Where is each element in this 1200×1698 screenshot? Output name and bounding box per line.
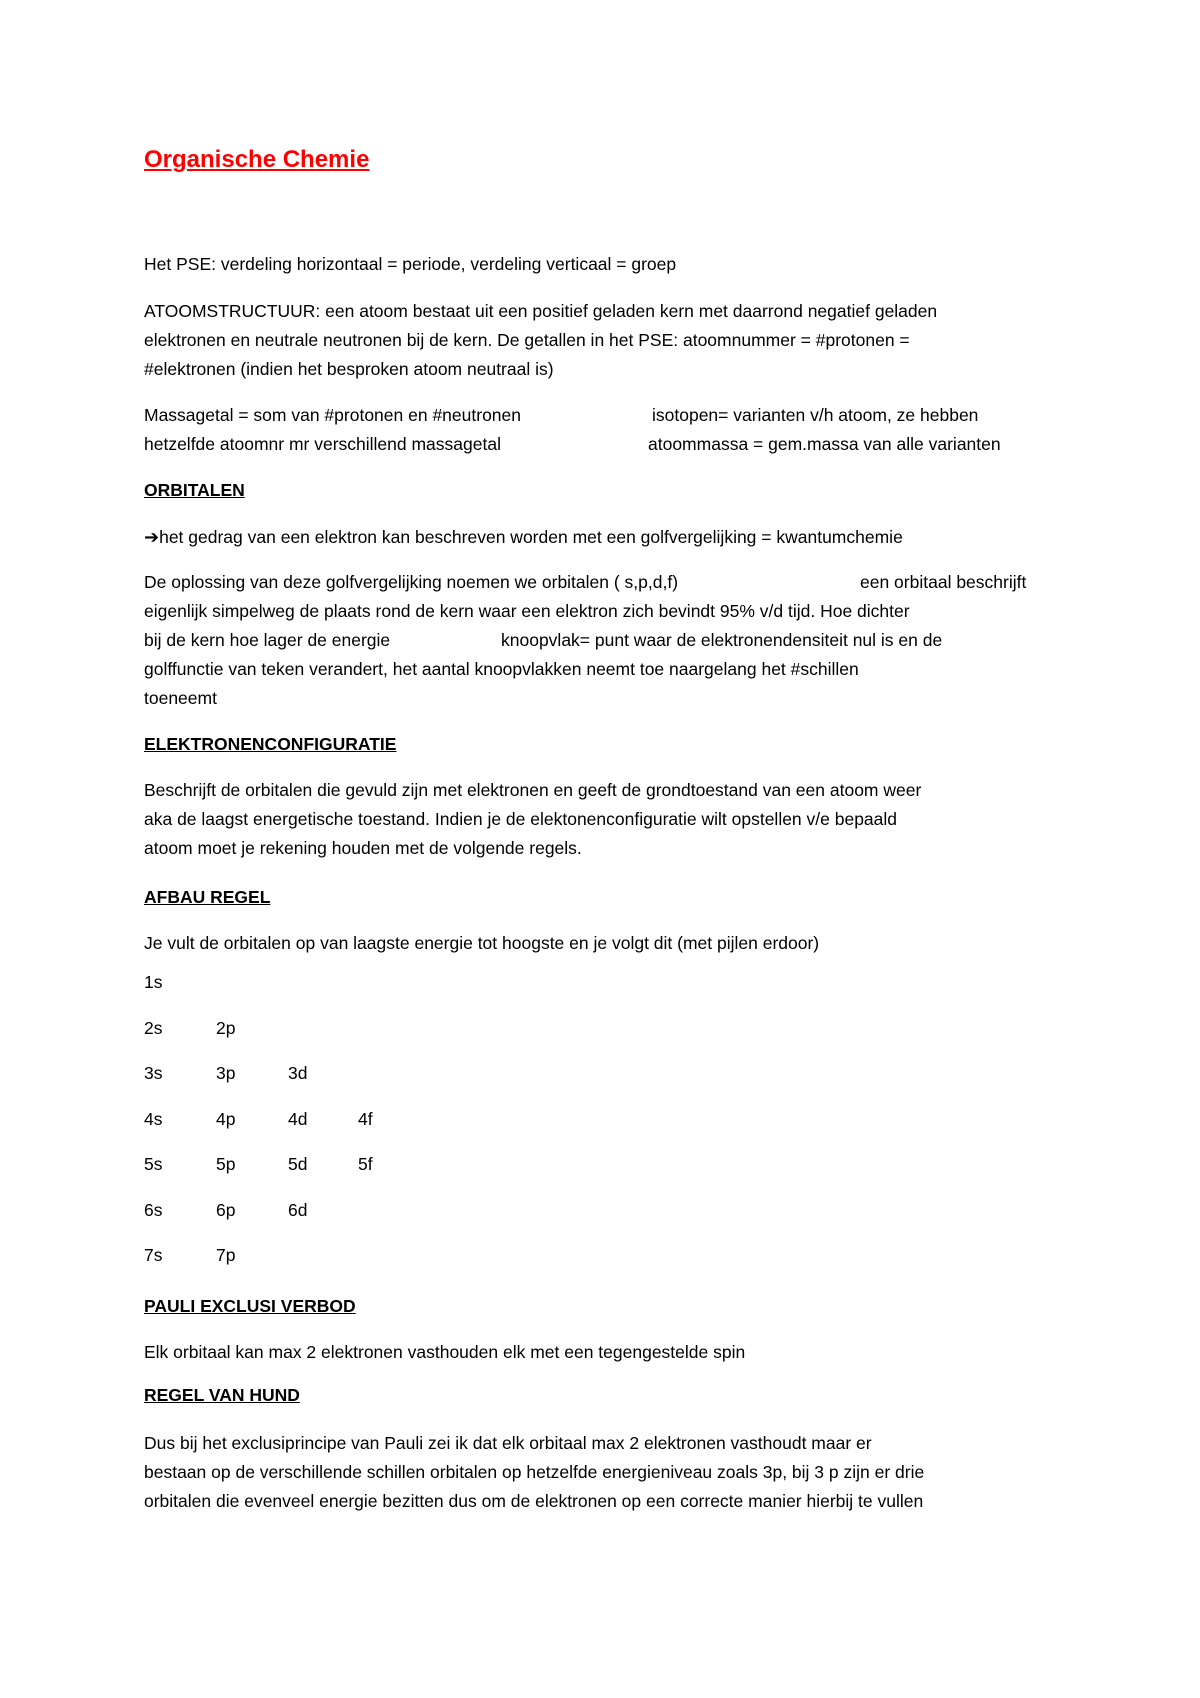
hund-heading: REGEL VAN HUND: [144, 1385, 300, 1405]
pse-paragraph: [144, 250, 1084, 279]
orbital-cell: 6d: [288, 1199, 308, 1220]
hund-line-2: bestaan op de verschillende schillen orbitalen op hetzelfde energieniveau zoals 3p, bij 3 p zijn er drie: [144, 1462, 925, 1482]
atoomstructuur-paragraph: [144, 297, 1084, 384]
orbital-cell: 7s: [144, 1245, 163, 1265]
orbital-cell: 3s: [144, 1063, 163, 1083]
orbital-cell: 4p: [216, 1108, 236, 1129]
orbital-cell: 6p: [216, 1199, 236, 1220]
atoom-line-1: ATOOMSTRUCTUUR: een atoom bestaat uit een positief geladen kern met daarrond negatief geladen: [144, 301, 938, 321]
orbital-cell: 5p: [216, 1154, 236, 1174]
orbital-cell: 6s: [144, 1199, 163, 1220]
orbital-cell: 4f: [358, 1108, 373, 1129]
orbitalen-line-1a: De oplossing van deze golfvergelijking noemen we orbitalen ( s,p,d,f): [144, 572, 679, 592]
massa-right-1: isotopen= varianten v/h atoom, ze hebben: [652, 405, 979, 425]
orbitalen-heading: ORBITALEN: [144, 480, 245, 500]
pauli-text: Elk orbitaal kan max 2 elektronen vasthouden elk met een tegengestelde spin: [144, 1342, 746, 1362]
hund-paragraph: [144, 1429, 1084, 1516]
orbital-cell: 5f: [358, 1154, 373, 1174]
right-arrow-icon: ➔: [144, 527, 160, 547]
orbitalen-line-3: [144, 626, 1084, 655]
configuratie-paragraph: [144, 776, 1084, 863]
orbital-cell: 2p: [216, 1017, 236, 1038]
pauli-heading: PAULI EXCLUSI VERBOD: [144, 1296, 356, 1316]
configuratie-line-3: atoom moet je rekening houden met de volgende regels.: [144, 838, 582, 858]
orbitalen-line-3b: knoopvlak= punt waar de elektronendensiteit nul is en de: [501, 630, 943, 650]
configuratie-line-1: Beschrijft de orbitalen die gevuld zijn met elektronen en geeft de grondtoestand van een atoom weer: [144, 780, 922, 800]
orbital-cell: 2s: [144, 1017, 163, 1038]
afbau-text: Je vult de orbitalen op van laagste energie tot hoogste en je volgt dit (met pijlen erdoor): [144, 933, 820, 953]
afbau-heading: AFBAU REGEL: [144, 887, 271, 907]
arrow-text: het gedrag van een elektron kan beschreven worden met een golfvergelijking = kwantumchemie: [159, 527, 903, 547]
hund-line-1: Dus bij het exclusiprincipe van Pauli zei ik dat elk orbitaal max 2 elektronen vasthoudt maar er: [144, 1433, 872, 1453]
configuratie-line-2: aka de laagst energetische toestand. Indien je de elektonenconfiguratie wilt opstellen v/e bepaald: [144, 809, 898, 829]
massa-line-1: [144, 401, 1084, 430]
orbitalen-paragraph: [144, 568, 1084, 713]
massa-right-2: atoommassa = gem.massa van alle varianten: [648, 434, 1001, 454]
configuratie-heading: ELEKTRONENCONFIGURATIE: [144, 734, 397, 754]
orbitalen-line-3a: bij de kern hoe lager de energie: [144, 630, 391, 650]
massagetal-paragraph: [144, 401, 1084, 459]
massa-left-1: Massagetal = som van #protonen en #neutronen: [144, 405, 521, 425]
orbitalen-line-4: golffunctie van teken verandert, het aantal knoopvlakken neemt toe naargelang het #schillen: [144, 659, 859, 679]
orbital-cell: 3d: [288, 1063, 308, 1083]
orbitalen-line-1: [144, 568, 1084, 597]
atoom-line-2: elektronen en neutrale neutronen bij de kern. De getallen in het PSE: atoomnummer = #protonen =: [144, 330, 910, 350]
orbital-cell: 4d: [288, 1108, 308, 1129]
orbital-cell: 3p: [216, 1063, 236, 1083]
document-title: Organische Chemie: [144, 146, 370, 173]
orbitalen-line-5: toeneemt: [144, 688, 217, 708]
orbitalen-arrow-line: [144, 523, 1084, 552]
orbital-cell: 1s: [144, 972, 163, 992]
hund-line-3: orbitalen die evenveel energie bezitten dus om de elektronen op een correcte manier hierbij te vullen: [144, 1491, 924, 1511]
afbau-paragraph: [144, 929, 1084, 958]
orbitalen-line-1b: een orbitaal beschrijft: [860, 572, 1027, 592]
atoom-line-3: #elektronen (indien het besproken atoom neutraal is): [144, 359, 554, 379]
pauli-paragraph: [144, 1338, 1084, 1367]
orbital-cell: 5d: [288, 1154, 308, 1174]
orbital-cell: 4s: [144, 1108, 163, 1129]
orbitalen-line-2: eigenlijk simpelweg de plaats rond de kern waar een elektron zich bevindt 95% v/d tijd. Hoe dichter: [144, 601, 910, 621]
orbital-cell: 5s: [144, 1154, 163, 1174]
orbital-cell: 7p: [216, 1245, 236, 1265]
massa-line-2: [144, 430, 1084, 459]
pse-line: Het PSE: verdeling horizontaal = periode, verdeling verticaal = groep: [144, 254, 677, 274]
massa-left-2: hetzelfde atoomnr mr verschillend massagetal: [144, 434, 501, 454]
